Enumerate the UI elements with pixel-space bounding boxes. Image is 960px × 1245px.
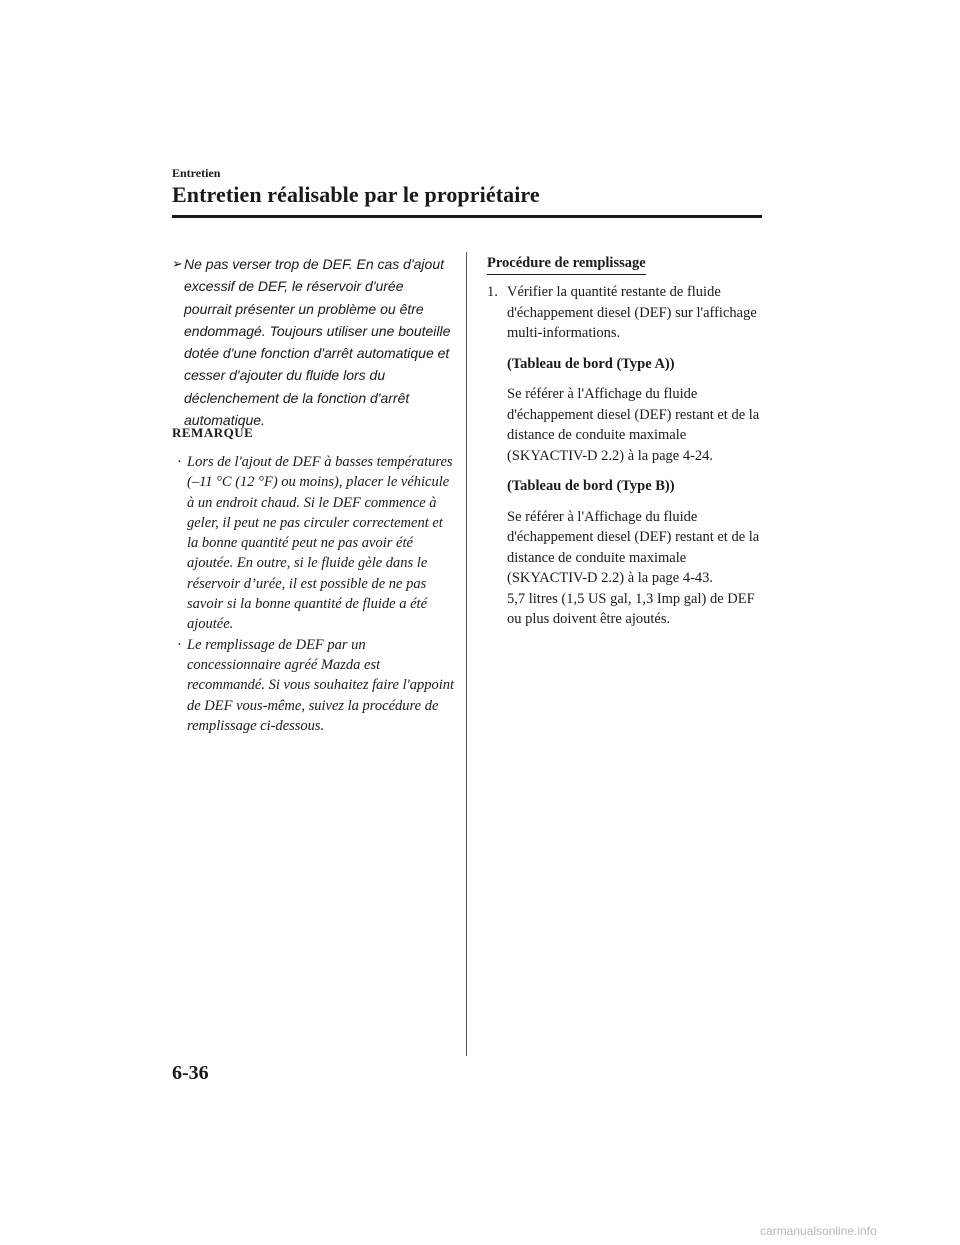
step-text: Vérifier la quantité restante de fluide d'échappement diesel (DEF) sur l'affichage multi-informations. xyxy=(507,284,757,341)
step-number: 1. xyxy=(487,284,498,300)
note-item-text: Lors de l'ajout de DEF à basses températures (–11 °C (12 °F) ou moins), placer le véhicule à un endroit chaud. Si le DEF commence à geler, il peut ne pas circuler correctement et la bonne quantité peut ne pas avoir été ajoutée. En outre, si le fluide gèle dans le réservoir d’urée, il est possible de ne pas savoir si la bonne quantité de fluide a été ajoutée. xyxy=(187,454,453,633)
procedure-heading: Procédure de remplissage xyxy=(487,255,646,275)
procedure-step-1 xyxy=(487,282,767,630)
footer-watermark: carmanualsonline.info xyxy=(760,1224,877,1238)
column-divider xyxy=(466,252,467,1056)
page-title: Entretien réalisable par le propriétaire xyxy=(172,182,540,207)
note-item-text: Le remplissage de DEF par un concessionnaire agréé Mazda est recommandé. Si vous souhaitez faire l'appoint de DEF vous-même, suivez la procédure de remplissage ci-dessous. xyxy=(187,636,455,734)
caution-text: Ne pas verser trop de DEF. En cas d'ajout excessif de DEF, le réservoir d'urée pourrait présenter un problème ou être endommagé. Toujours utiliser une bouteille dotée d'une fonction d'arrêt automatique et cesser d'ajouter du fluide lors du déclenchement de la fonction d'arrêt automatique. xyxy=(184,256,451,429)
bullet-icon: · xyxy=(177,454,182,470)
bullet-icon: · xyxy=(177,636,182,653)
type-a-text: Se référer à l'Affichage du fluide d'échappement diesel (DEF) restant et de la distance de conduite maximale (SKYACTIV-D 2.2) à la page 4-24. xyxy=(507,386,760,464)
caution-arrow-icon: ➢ xyxy=(172,256,183,271)
amount-text: 5,7 litres (1,5 US gal, 1,3 Imp gal) de DEF ou plus doivent être ajoutés. xyxy=(507,590,755,627)
title-rule xyxy=(172,215,762,218)
section-label: Entretien xyxy=(172,166,221,180)
type-b-text: Se référer à l'Affichage du fluide d'échappement diesel (DEF) restant et de la distance de conduite maximale (SKYACTIV-D 2.2) à la page 4-43. xyxy=(507,508,760,586)
note-heading: REMARQUE xyxy=(172,425,254,440)
type-a-heading: (Tableau de bord (Type A)) xyxy=(507,355,675,372)
page-number: 6-36 xyxy=(172,1062,209,1084)
note-list xyxy=(172,452,457,736)
list-item xyxy=(172,452,457,635)
caution-block xyxy=(172,253,452,431)
list-item xyxy=(172,635,457,736)
type-b-heading: (Tableau de bord (Type B)) xyxy=(507,478,675,494)
